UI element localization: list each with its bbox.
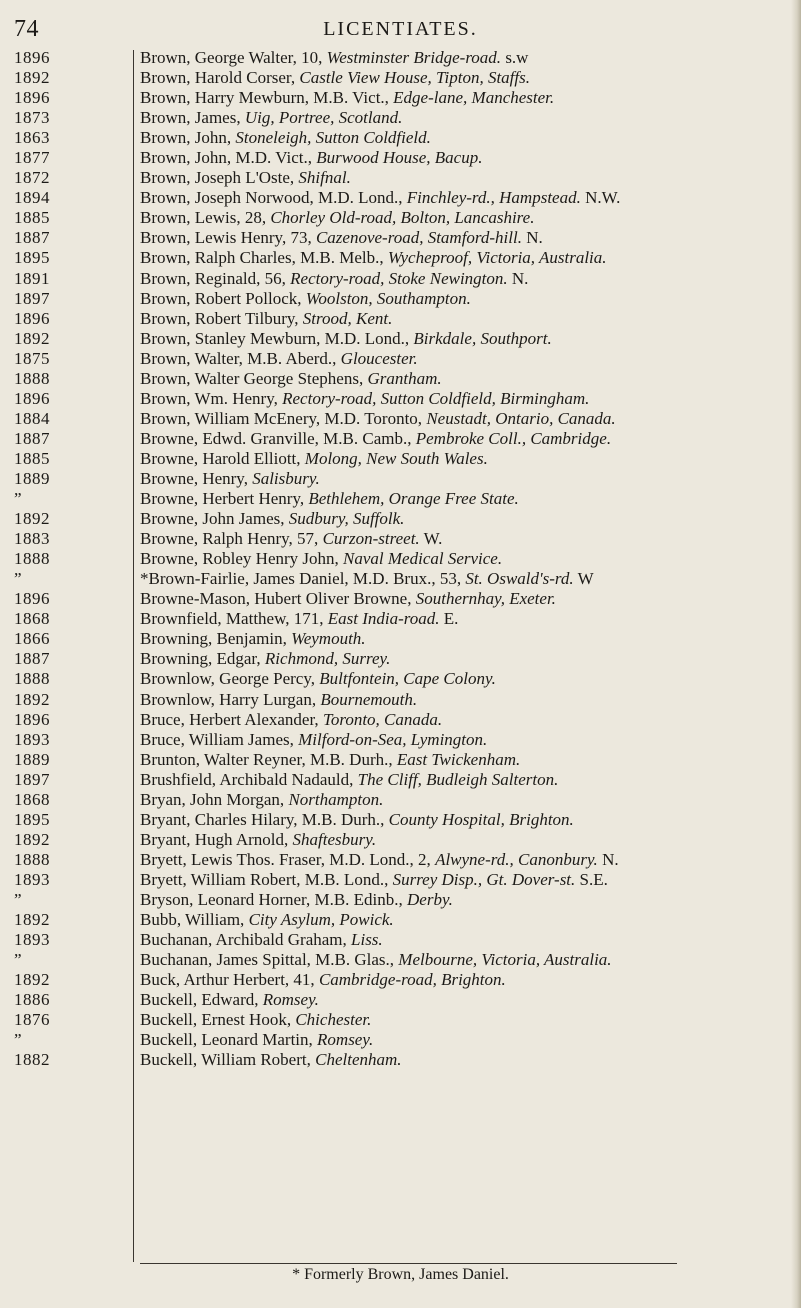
entry-year: 1888 xyxy=(14,669,50,689)
entry-year: 1897 xyxy=(14,288,50,308)
entry-name: Brown, Lewis, 28, xyxy=(140,208,271,228)
entry-name: Brushfield, Archibald Nadauld, xyxy=(140,769,358,789)
directory-entry xyxy=(140,389,795,409)
entry-year: 1884 xyxy=(14,408,50,428)
entry-year: 1892 xyxy=(14,910,50,930)
entry-district: N.W. xyxy=(580,188,621,208)
entry-year: 1892 xyxy=(14,689,50,709)
entry-name: Brownlow, George Percy, xyxy=(140,669,320,689)
entry-address: Milford-on-Sea, Lymington. xyxy=(298,729,488,749)
entry-year: 1866 xyxy=(14,629,50,649)
entry-year: 1892 xyxy=(14,829,50,849)
entry-name: *Brown-Fairlie, James Daniel, M.D. Brux., 53, xyxy=(140,569,466,589)
entry-address: Castle View House, Tipton, Staffs. xyxy=(299,68,530,88)
entry-year: 1896 xyxy=(14,589,50,609)
directory-entry xyxy=(140,188,795,208)
page-header xyxy=(0,16,801,46)
entry-year: 1883 xyxy=(14,529,50,549)
directory-entry xyxy=(140,509,795,529)
entry-address: Cheltenham. xyxy=(315,1050,402,1070)
entry-address: Pembroke Coll., Cambridge. xyxy=(415,428,612,448)
footnote: * Formerly Brown, James Daniel. xyxy=(292,1266,509,1283)
directory-entry xyxy=(140,228,795,248)
entry-address: Cazenove-road, Stamford-hill. xyxy=(315,228,522,248)
directory-entry xyxy=(140,669,795,689)
entry-year: ” xyxy=(14,1030,23,1050)
entry-name: Buckell, Leonard Martin, xyxy=(140,1030,318,1050)
directory-entry xyxy=(140,629,795,649)
entry-address: Woolston, Southampton. xyxy=(305,288,471,308)
entry-year: 1887 xyxy=(14,228,50,248)
entry-name: Brown, Walter George Stephens, xyxy=(140,368,368,388)
entry-address: The Cliff, Budleigh Salterton. xyxy=(357,769,559,789)
directory-entry xyxy=(140,950,795,970)
column-divider xyxy=(133,50,134,1262)
entry-year: 1868 xyxy=(14,789,50,809)
entry-name: Brown, Joseph Norwood, M.D. Lond., xyxy=(140,188,407,208)
entry-district: W. xyxy=(419,529,443,549)
entry-address: Toronto, Canada. xyxy=(322,709,443,729)
entry-name: Brown, Ralph Charles, M.B. Melb., xyxy=(140,248,388,268)
entry-year: 1887 xyxy=(14,649,50,669)
entry-address: Romsey. xyxy=(317,1030,374,1050)
entry-year: 1892 xyxy=(14,68,50,88)
entry-address: Wycheproof, Victoria, Australia. xyxy=(387,248,607,268)
entry-name: Bryant, Hugh Arnold, xyxy=(140,829,293,849)
entry-district: s.w xyxy=(501,48,529,67)
directory-entry xyxy=(140,730,795,750)
entry-name: Brownfield, Matthew, 171, xyxy=(140,609,328,629)
directory-entry xyxy=(140,429,795,449)
directory-entry xyxy=(140,990,795,1010)
directory-entry xyxy=(140,850,795,870)
directory-entry xyxy=(140,1050,795,1070)
entry-address: Burwood House, Bacup. xyxy=(316,148,483,168)
entry-year: 1889 xyxy=(14,468,50,488)
entry-name: Buchanan, James Spittal, M.B. Glas., xyxy=(140,950,399,970)
entry-year: 1873 xyxy=(14,108,50,128)
entry-name: Brown, Harry Mewburn, M.B. Vict., xyxy=(140,88,394,108)
entry-year: 1889 xyxy=(14,749,50,769)
entry-address: Rectory-road, Stoke Newington. xyxy=(290,268,508,288)
directory-entry xyxy=(140,750,795,770)
running-head: LICENTIATES. xyxy=(323,18,478,40)
entry-address: Neustadt, Ontario, Canada. xyxy=(426,408,616,428)
entry-address: Edge-lane, Manchester. xyxy=(393,88,555,108)
entry-year: 1896 xyxy=(14,308,50,328)
directory-entry xyxy=(140,810,795,830)
entry-address: City Asylum, Powick. xyxy=(248,910,394,930)
entry-address: East India-road. xyxy=(327,609,440,629)
entry-address: Gloucester. xyxy=(340,348,418,368)
entry-name: Brown, Harold Corser, xyxy=(140,68,300,88)
entry-address: Northampton. xyxy=(288,789,384,809)
entry-name: Buckell, Edward, xyxy=(140,990,263,1010)
entry-year: 1885 xyxy=(14,448,50,468)
entry-name: Brown, William McEnery, M.D. Toronto, xyxy=(140,408,427,428)
entry-year: 1895 xyxy=(14,248,50,268)
entry-district: N. xyxy=(597,849,619,869)
directory-entry xyxy=(140,48,795,68)
entry-name: Brown, John, xyxy=(140,128,236,148)
entry-year: 1877 xyxy=(14,148,50,168)
entry-address: Weymouth. xyxy=(291,629,366,649)
entry-year: 1872 xyxy=(14,168,50,188)
year-column xyxy=(14,48,114,1070)
entry-name: Buchanan, Archibald Graham, xyxy=(140,930,352,950)
entry-name: Bryett, Lewis Thos. Fraser, M.D. Lond., 2, xyxy=(140,849,436,869)
entry-name: Bryson, Leonard Horner, M.B. Edinb., xyxy=(140,889,408,909)
directory-entry xyxy=(140,870,795,890)
entry-name: Browne, Herbert Henry, xyxy=(140,489,309,509)
entry-address: Bultfontein, Cape Colony. xyxy=(319,669,496,689)
entry-address: Strood, Kent. xyxy=(302,308,393,328)
entry-name: Brunton, Walter Reyner, M.B. Durh., xyxy=(140,749,397,769)
directory-entry xyxy=(140,890,795,910)
directory-entry xyxy=(140,449,795,469)
directory-entry xyxy=(140,309,795,329)
entry-name: Browne, Edwd. Granville, M.B. Camb., xyxy=(140,428,416,448)
entry-address: Liss. xyxy=(351,930,383,950)
directory-entry xyxy=(140,589,795,609)
entry-address: Romsey. xyxy=(262,990,319,1010)
entry-year: 1876 xyxy=(14,1010,50,1030)
entry-address: Chorley Old-road, Bolton, Lancashire. xyxy=(270,208,535,228)
entry-year: 1887 xyxy=(14,428,50,448)
directory-entry xyxy=(140,208,795,228)
entry-district: E. xyxy=(439,609,459,629)
entry-year: 1885 xyxy=(14,208,50,228)
directory-entry xyxy=(140,930,795,950)
directory-entry xyxy=(140,248,795,268)
directory-entry xyxy=(140,649,795,669)
directory-entry xyxy=(140,469,795,489)
entry-year: 1892 xyxy=(14,970,50,990)
entry-name: Brown, Joseph L'Oste, xyxy=(140,168,299,188)
directory-entry xyxy=(140,1010,795,1030)
entry-address: Southernhay, Exeter. xyxy=(415,589,556,609)
entry-name: Brown, Walter, M.B. Aberd., xyxy=(140,348,341,368)
entry-address: Molong, New South Wales. xyxy=(304,448,488,468)
directory-entry xyxy=(140,770,795,790)
entry-name: Browning, Benjamin, xyxy=(140,629,292,649)
entry-year: 1894 xyxy=(14,188,50,208)
entry-year: ” xyxy=(14,950,23,970)
entry-year: 1892 xyxy=(14,509,50,529)
entry-year: 1893 xyxy=(14,930,50,950)
entry-address: Finchley-rd., Hampstead. xyxy=(406,188,581,208)
entry-address: Salisbury. xyxy=(252,468,320,488)
entry-name: Browning, Edgar, xyxy=(140,649,265,669)
directory-entry xyxy=(140,910,795,930)
footnote-rule xyxy=(140,1263,677,1264)
entry-name: Brown, Lewis Henry, 73, xyxy=(140,228,316,248)
entry-year: 1888 xyxy=(14,849,50,869)
entry-name: Browne, John James, xyxy=(140,509,289,529)
entry-name: Buck, Arthur Herbert, 41, xyxy=(140,970,319,990)
entry-name: Brown, George Walter, 10, xyxy=(140,48,327,67)
entry-address: Chichester. xyxy=(295,1010,372,1030)
entry-name: Bryant, Charles Hilary, M.B. Durh., xyxy=(140,809,389,829)
entry-name: Browne, Henry, xyxy=(140,468,253,488)
entry-name: Bryett, William Robert, M.B. Lond., xyxy=(140,869,393,889)
directory-entry xyxy=(140,349,795,369)
entry-year: 1896 xyxy=(14,48,50,67)
directory-entry xyxy=(140,128,795,148)
directory-entry xyxy=(140,269,795,289)
entry-name: Browne, Harold Elliott, xyxy=(140,448,305,468)
entry-address: Sudbury, Suffolk. xyxy=(288,509,405,529)
entry-address: Uig, Portree, Scotland. xyxy=(244,108,403,128)
entry-name: Brown, Wm. Henry, xyxy=(140,388,283,408)
entry-district: N. xyxy=(521,228,543,248)
entry-year: ” xyxy=(14,569,23,589)
directory-entry xyxy=(140,68,795,88)
entry-name: Buckell, William Robert, xyxy=(140,1050,316,1070)
entry-address: Curzon-street. xyxy=(322,529,420,549)
entry-year: 1863 xyxy=(14,128,50,148)
directory-entry xyxy=(140,88,795,108)
entry-district: S.E. xyxy=(575,869,608,889)
directory-entry xyxy=(140,830,795,850)
directory-entry xyxy=(140,329,795,349)
directory-entry xyxy=(140,710,795,730)
directory-entry xyxy=(140,369,795,389)
page-edge xyxy=(791,0,801,1308)
entry-column xyxy=(140,48,795,1070)
entry-address: Bournemouth. xyxy=(320,689,418,709)
directory-entry xyxy=(140,549,795,569)
entry-name: Brown, Robert Tilbury, xyxy=(140,308,303,328)
entry-year: 1868 xyxy=(14,609,50,629)
entry-name: Brown, Robert Pollock, xyxy=(140,288,306,308)
entry-address: Richmond, Surrey. xyxy=(264,649,391,669)
directory-entry xyxy=(140,289,795,309)
entry-name: Brown, James, xyxy=(140,108,245,128)
directory-entry xyxy=(140,609,795,629)
entry-year: 1896 xyxy=(14,88,50,108)
entry-year: ” xyxy=(14,489,23,509)
entry-address: Alwyne-rd., Canonbury. xyxy=(435,849,598,869)
entry-district: N. xyxy=(507,268,529,288)
entry-year: ” xyxy=(14,889,23,909)
entry-address: Birkdale, Southport. xyxy=(413,328,552,348)
entry-year: 1893 xyxy=(14,869,50,889)
directory-entry xyxy=(140,409,795,429)
directory-entry xyxy=(140,569,795,589)
entry-year: 1897 xyxy=(14,769,50,789)
directory-entry xyxy=(140,970,795,990)
directory-entry xyxy=(140,168,795,188)
directory-entry xyxy=(140,1030,795,1050)
entry-year: 1882 xyxy=(14,1050,50,1070)
entry-address: Shifnal. xyxy=(298,168,351,188)
entry-year: 1875 xyxy=(14,348,50,368)
entry-name: Bubb, William, xyxy=(140,910,249,930)
entry-address: Rectory-road, Sutton Coldfield, Birmingham. xyxy=(282,388,590,408)
entry-address: Westminster Bridge-road. xyxy=(326,48,502,67)
entry-name: Brown, Stanley Mewburn, M.D. Lond., xyxy=(140,328,414,348)
entry-name: Buckell, Ernest Hook, xyxy=(140,1010,296,1030)
entry-address: Naval Medical Service. xyxy=(343,549,503,569)
entry-address: Grantham. xyxy=(367,368,442,388)
entry-year: 1886 xyxy=(14,990,50,1010)
directory-entry xyxy=(140,690,795,710)
entry-address: Melbourne, Victoria, Australia. xyxy=(398,950,612,970)
entry-name: Bryan, John Morgan, xyxy=(140,789,289,809)
entry-name: Bruce, Herbert Alexander, xyxy=(140,709,323,729)
entry-address: Bethlehem, Orange Free State. xyxy=(308,489,519,509)
entry-district: W xyxy=(573,569,594,589)
entry-address: East Twickenham. xyxy=(396,749,521,769)
directory-entry xyxy=(140,529,795,549)
entry-year: 1896 xyxy=(14,388,50,408)
entry-address: St. Oswald's-rd. xyxy=(465,569,574,589)
entry-year: 1888 xyxy=(14,549,50,569)
entry-address: Stoneleigh, Sutton Coldfield. xyxy=(235,128,431,148)
directory-entry xyxy=(140,148,795,168)
entry-year: 1893 xyxy=(14,729,50,749)
directory-entry xyxy=(140,489,795,509)
entry-name: Brown, John, M.D. Vict., xyxy=(140,148,317,168)
entry-name: Browne-Mason, Hubert Oliver Browne, xyxy=(140,589,416,609)
entry-address: Surrey Disp., Gt. Dover-st. xyxy=(392,869,576,889)
entry-name: Browne, Ralph Henry, 57, xyxy=(140,529,323,549)
directory-entry xyxy=(140,108,795,128)
entry-year: 1892 xyxy=(14,328,50,348)
entry-year: 1895 xyxy=(14,809,50,829)
entry-name: Bruce, William James, xyxy=(140,729,299,749)
entry-year: 1891 xyxy=(14,268,50,288)
entry-name: Brown, Reginald, 56, xyxy=(140,268,291,288)
entry-address: Cambridge-road, Brighton. xyxy=(318,970,506,990)
entry-name: Brownlow, Harry Lurgan, xyxy=(140,689,321,709)
directory-entry xyxy=(140,790,795,810)
entry-address: Shaftesbury. xyxy=(292,829,377,849)
page-number: 74 xyxy=(14,16,39,42)
entry-address: County Hospital, Brighton. xyxy=(388,809,574,829)
entry-year: 1896 xyxy=(14,709,50,729)
entry-year: 1888 xyxy=(14,368,50,388)
entry-address: Derby. xyxy=(407,889,453,909)
entry-name: Browne, Robley Henry John, xyxy=(140,549,344,569)
